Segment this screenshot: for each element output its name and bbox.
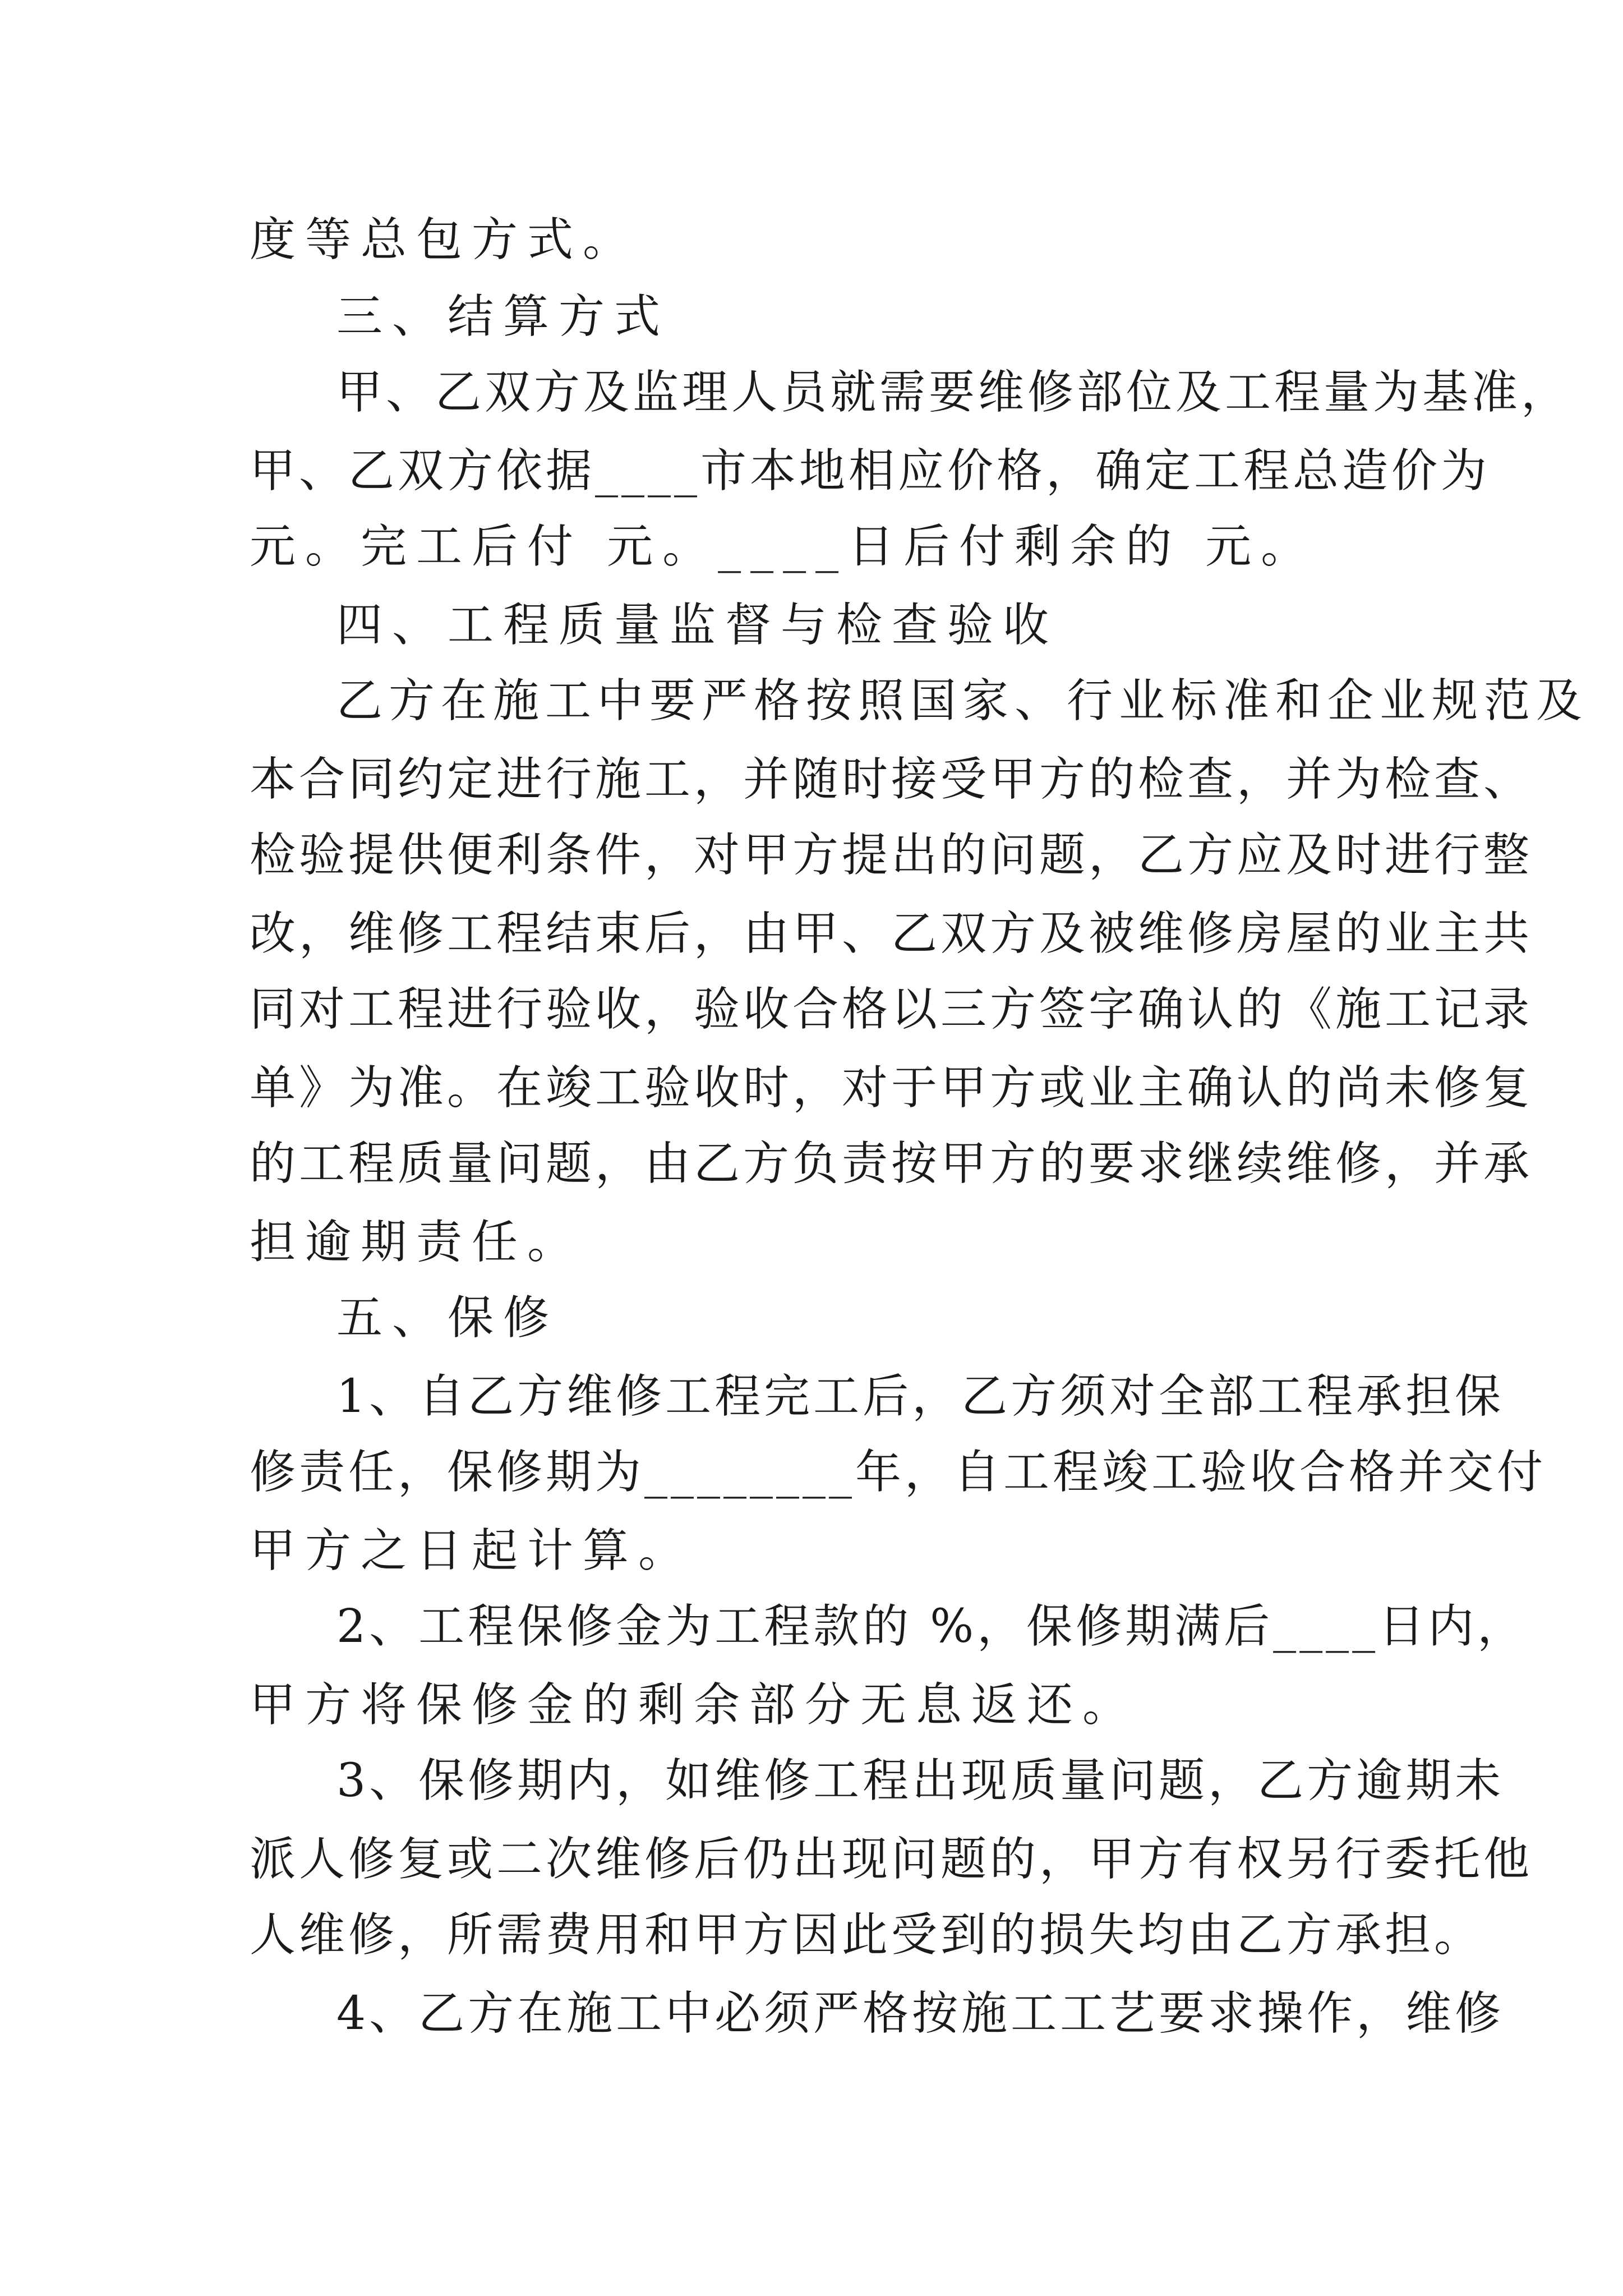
section-heading-quality: 四、工程质量监督与检查验收 [336,599,1059,652]
text-line: 单》为准。在竣工验收时，对于甲方或业主确认的尚未修复 [250,1061,1533,1115]
text-line: 乙方在施工中要严格按照国家、行业标准和企业规范及 [336,674,1589,728]
text-line: 度等总包方式。 [250,213,639,266]
text-line: 派人修复或二次维修后仍出现问题的，甲方有权另行委托他 [250,1833,1533,1886]
text-line: 担逾期责任。 [250,1216,583,1269]
text-line: 修责任，保修期为________年，自工程竣工验收合格并交付 [250,1446,1547,1499]
section-heading-settlement: 三、结算方式 [336,290,670,343]
text-line: 的工程质量问题，由乙方负责按甲方的要求继续维修，并承 [250,1137,1533,1190]
text-line: 元。完工后付 元。____日后付剩余的 元。 [250,520,1317,573]
text-line: 甲方将保修金的剩余部分无息返还。 [250,1678,1138,1732]
section-heading-warranty: 五、保修 [336,1291,559,1345]
text-line: 2、工程保修金为工程款的 %，保修期满后____日内， [336,1600,1527,1653]
text-line: 检验提供便利条件，对甲方提出的问题，乙方应及时进行整 [250,829,1533,882]
text-line: 甲、乙双方依据____市本地相应价格，确定工程总造价为 [250,444,1491,498]
text-line: 改，维修工程结束后，由甲、乙双方及被维修房屋的业主共 [250,907,1533,960]
text-line: 人维修，所需费用和甲方因此受到的损失均由乙方承担。 [250,1908,1484,1962]
text-line: 本合同约定进行施工，并随时接受甲方的检查，并为检查、 [250,753,1533,806]
text-line: 1、自乙方维修工程完工后，乙方须对全部工程承担保 [336,1370,1505,1423]
text-line: 同对工程进行验收，验收合格以三方签字确认的《施工记录 [250,983,1533,1036]
text-line: 3、保修期内，如维修工程出现质量问题，乙方逾期未 [336,1754,1505,1807]
text-line: 甲方之日起计算。 [250,1524,694,1577]
text-line: 甲、乙双方及监理人员就需要维修部位及工程量为基准， [336,366,1571,419]
text-line: 4、乙方在施工中必须严格按施工工艺要求操作，维修 [336,1987,1505,2040]
